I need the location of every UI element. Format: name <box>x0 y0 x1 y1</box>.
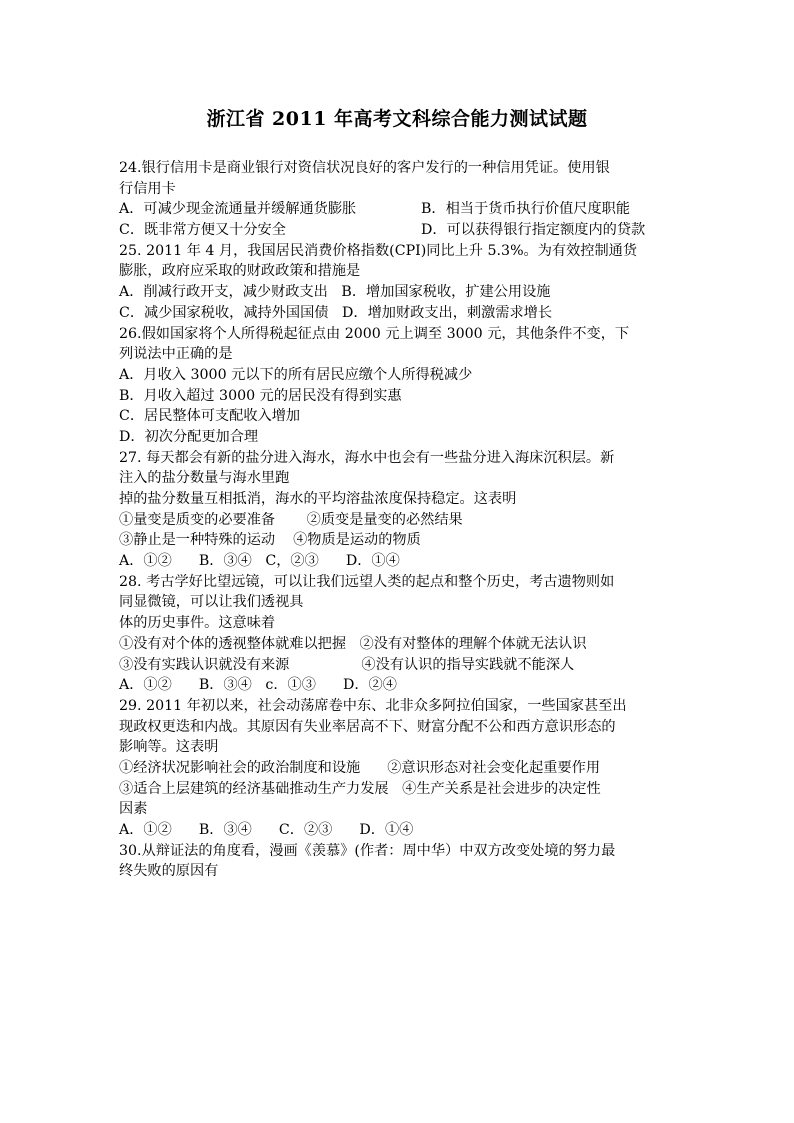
option-b: B．相当于货币执行价值尺度职能 <box>421 201 631 218</box>
question-28-answers: A．①② B．③④ c．①③ D．②④ <box>119 677 397 694</box>
question-29-statements-34-cont: 因素 <box>119 801 148 818</box>
question-list <box>119 158 679 882</box>
option-b: B．月收入超过 3000 元的居民没有得到实惠 <box>119 387 402 404</box>
question-28-statements-12: ①没有对个体的透视整体就难以把握 ②没有对整体的理解个体就无法认识 <box>119 635 587 652</box>
question-29-statements-12: ①经济状况影响社会的政治制度和设施 ②意识形态对社会变化起重要作用 <box>119 759 601 776</box>
question-28-stem-cont-2: 体的历史事件。这意味着 <box>119 615 276 632</box>
question-30-stem-cont: 终失败的原因有 <box>119 863 219 880</box>
question-29-stem-cont: 现政权更迭和内战。其原因有失业率居高不下、财富分配不公和西方意识形态的 <box>119 718 616 735</box>
question-30-stem: 30.从辩证法的角度看，漫画《羡慕》(作者：周中华）中双方改变处境的努力最 <box>119 842 616 859</box>
question-27-answers: A．①② B．③④ C，②③ D．①④ <box>119 553 400 570</box>
option-a: A．月收入 3000 元以下的所有居民应缴个人所得税减少 <box>119 366 473 383</box>
question-27-statements-34: ③静止是一种特殊的运动 ④物质是运动的物质 <box>119 532 421 549</box>
question-24-stem-cont: 行信用卡 <box>119 180 176 197</box>
document-title: 浙江省 2011 年高考文科综合能力测试试题 <box>206 108 588 130</box>
question-28-stem: 28. 考古学好比望远镜，可以让我们远望人类的起点和整个历史，考古遗物则如 <box>119 573 615 590</box>
question-26 <box>119 324 679 448</box>
question-24-options-ab <box>119 199 679 220</box>
question-29-answers: A．①② B．③④ C．②③ D．①④ <box>119 822 414 838</box>
question-24-stem: 24.银行信用卡是商业银行对资信状况良好的客户发行的一种信用凭证。使用银 <box>119 160 610 176</box>
question-27-statements-12: ①量变是质变的必要准备 ②质变是量变的必然结果 <box>119 511 463 528</box>
question-25-options-ab: A．削减行政开支，减少财政支出 B．增加国家税收，扩建公用设施 <box>119 284 551 301</box>
question-27-stem-cont-2: 掉的盐分数量互相抵消，海水的平均溶盐浓度保持稳定。这表明 <box>119 491 517 507</box>
question-29-stem: 29. 2011 年初以来，社会动荡席卷中东、北非众多阿拉伯国家，一些国家甚至出 <box>119 697 627 714</box>
question-29 <box>119 696 679 841</box>
option-d: D．初次分配更加合理 <box>119 428 259 445</box>
question-28-stem-cont: 同显微镜，可以让我们透视具 <box>119 594 304 611</box>
question-27-stem-cont: 注入的盐分数量与海水里跑 <box>119 470 290 487</box>
question-28 <box>119 572 679 696</box>
question-28-statements-34: ③没有实践认识就没有来源 ④没有认识的指导实践就不能深人 <box>119 656 575 673</box>
question-25 <box>119 241 679 324</box>
question-25-stem-cont: 膨胀，政府应采取的财政政策和措施是 <box>119 263 361 280</box>
question-25-stem: 25. 2011 年 4 月，我国居民消费价格指数(CPI)同比上升 5.3%。为有效控制通货 <box>119 242 638 259</box>
option-c: C．既非常方便又十分安全 <box>119 222 286 239</box>
question-26-stem-cont: 列说法中正确的是 <box>119 346 233 363</box>
question-27-stem: 27. 每天都会有新的盐分进入海水，海水中也会有一些盐分进入海床沉积层。新 <box>119 449 615 466</box>
question-29-stem-cont-2: 影响等。这表明 <box>119 739 219 756</box>
question-25-options-cd: C．减少国家税收，减持外国国债 D．增加财政支出，刺激需求增长 <box>119 304 553 321</box>
question-26-stem: 26.假如国家将个人所得税起征点由 2000 元上调至 3000 元，其他条件不变，下 <box>119 325 630 342</box>
question-24-options-cd <box>119 220 679 241</box>
option-c: C．居民整体可支配收入增加 <box>119 408 301 425</box>
option-d: D．可以获得银行指定额度内的贷款 <box>421 222 646 239</box>
question-29-statements-34: ③适合上层建筑的经济基础推动生产力发展 ④生产关系是社会进步的决定性 <box>119 780 601 797</box>
question-24 <box>119 158 679 241</box>
question-30 <box>119 841 679 882</box>
question-27 <box>119 448 679 572</box>
option-a: A．可减少现金流通量并缓解通货膨胀 <box>119 201 357 218</box>
